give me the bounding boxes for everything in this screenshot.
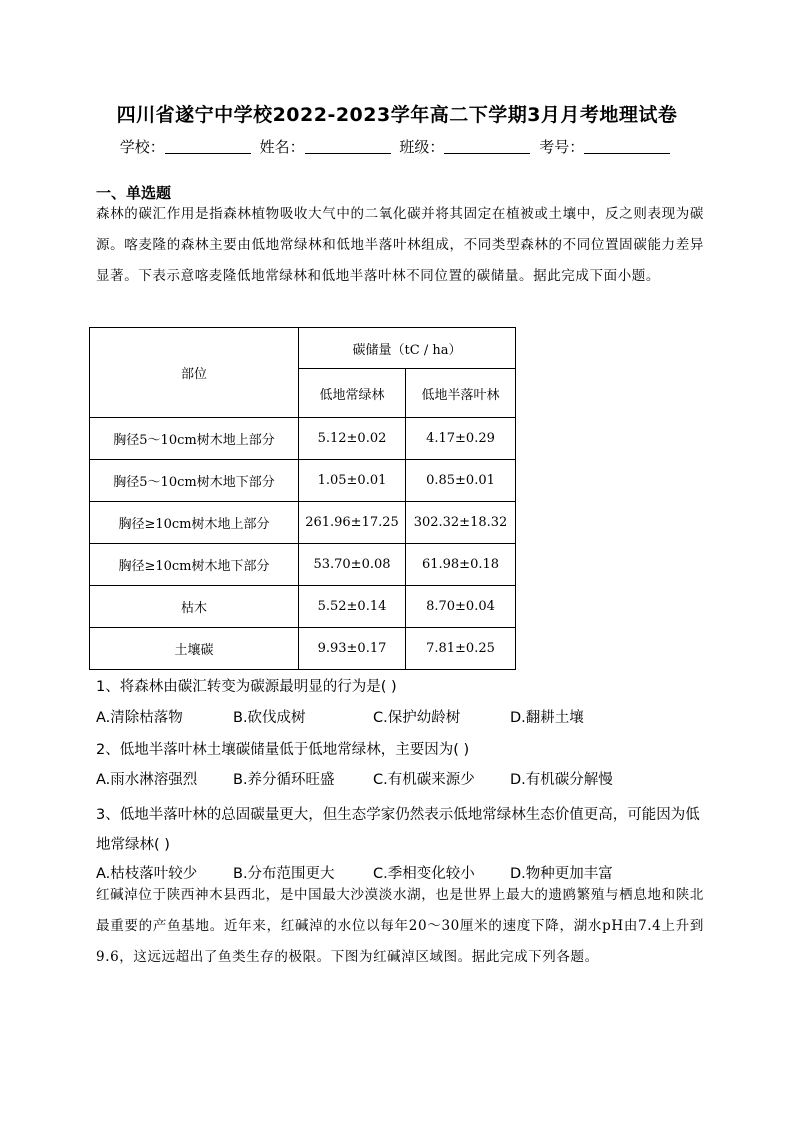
cell-part: 土壤碳 — [90, 628, 299, 670]
exam-no-blank — [584, 139, 670, 154]
cell-evergreen: 261.96±17.25 — [299, 502, 406, 544]
question-2-stem: 2、低地半落叶林土壤碳储量低于低地常绿林，主要因为( ) — [96, 742, 470, 758]
class-blank — [444, 139, 530, 154]
table-row — [90, 460, 516, 502]
cell-evergreen: 53.70±0.08 — [299, 544, 406, 586]
table-row — [90, 502, 516, 544]
option-c[interactable]: C.有机碳来源少 — [373, 772, 475, 788]
option-d[interactable]: D.翻耕土壤 — [510, 710, 584, 726]
cell-evergreen: 1.05±0.01 — [299, 460, 406, 502]
option-b[interactable]: B.分布范围更大 — [233, 866, 335, 882]
passage-hongjiannao: 红碱淖位于陕西神木县西北，是中国最大沙漠淡水湖，也是世界上最大的遗鸥繁殖与栖息地和陕北最重要的产鱼基地。近年来，红碱淖的水位以每年20～30厘米的速度下降，湖水pH由7.4上升到9.6，这远远超出了鱼类生存的极限。下图为红碱淖区域图。据此完成下列各题。 — [96, 887, 704, 965]
cell-semi: 0.85±0.01 — [406, 460, 516, 502]
cell-part: 胸径≥10cm树木地下部分 — [90, 544, 299, 586]
cell-semi: 4.17±0.29 — [406, 418, 516, 460]
table-row — [90, 544, 516, 586]
option-d[interactable]: D.有机碳分解慢 — [510, 772, 613, 788]
cell-semi: 7.81±0.25 — [406, 628, 516, 670]
cell-evergreen: 9.93±0.17 — [299, 628, 406, 670]
cell-semi: 302.32±18.32 — [406, 502, 516, 544]
header-semi-deciduous: 低地半落叶林 — [406, 369, 516, 418]
header-evergreen: 低地常绿林 — [299, 369, 406, 418]
cell-part: 胸径5～10cm树木地下部分 — [90, 460, 299, 502]
section-heading: 一、单选题 — [96, 184, 172, 202]
question-3-stem: 3、低地半落叶林的总固碳量更大，但生态学家仍然表示低地常绿林生态价值更高，可能因为低地常绿林( ) — [96, 807, 700, 853]
table-row — [90, 628, 516, 670]
option-b[interactable]: B.养分循环旺盛 — [233, 772, 335, 788]
name-blank — [305, 139, 391, 154]
header-part: 部位 — [90, 328, 299, 418]
option-c[interactable]: C.保护幼龄树 — [373, 710, 461, 726]
student-info-line — [0, 136, 794, 157]
name-label: 姓名： — [259, 138, 305, 156]
school-label: 学校： — [119, 138, 165, 156]
table-header-row — [90, 328, 516, 369]
cell-evergreen: 5.52±0.14 — [299, 586, 406, 628]
option-b[interactable]: B.砍伐成树 — [233, 710, 306, 726]
cell-semi: 61.98±0.18 — [406, 544, 516, 586]
exam-no-label: 考号： — [539, 138, 585, 156]
option-c[interactable]: C.季相变化较小 — [373, 866, 475, 882]
question-1-stem: 1、将森林由碳汇转变为碳源最明显的行为是( ) — [96, 679, 397, 695]
header-storage: 碳储量（tC / ha） — [299, 328, 516, 369]
option-d[interactable]: D.物种更加丰富 — [510, 866, 613, 882]
option-a[interactable]: A.清除枯落物 — [96, 710, 183, 726]
cell-part: 胸径≥10cm树木地上部分 — [90, 502, 299, 544]
table-row — [90, 418, 516, 460]
cell-part: 胸径5～10cm树木地上部分 — [90, 418, 299, 460]
carbon-storage-table — [89, 327, 516, 670]
class-label: 班级： — [399, 138, 445, 156]
school-blank — [165, 139, 251, 154]
cell-part: 枯木 — [90, 586, 299, 628]
cell-semi: 8.70±0.04 — [406, 586, 516, 628]
cell-evergreen: 5.12±0.02 — [299, 418, 406, 460]
option-a[interactable]: A.雨水淋溶强烈 — [96, 772, 198, 788]
exam-title: 四川省遂宁中学校2022-2023学年高二下学期3月月考地理试卷 — [116, 104, 678, 126]
passage-forest-carbon: 森林的碳汇作用是指森林植物吸收大气中的二氧化碳并将其固定在植被或土壤中，反之则表现为碳源。喀麦隆的森林主要由低地常绿林和低地半落叶林组成，不同类型森林的不同位置固碳能力差异显著。下表示意喀麦隆低地常绿林和低地半落叶林不同位置的碳储量。据此完成下面小题。 — [96, 206, 704, 284]
table-row — [90, 586, 516, 628]
option-a[interactable]: A.枯枝落叶较少 — [96, 866, 198, 882]
